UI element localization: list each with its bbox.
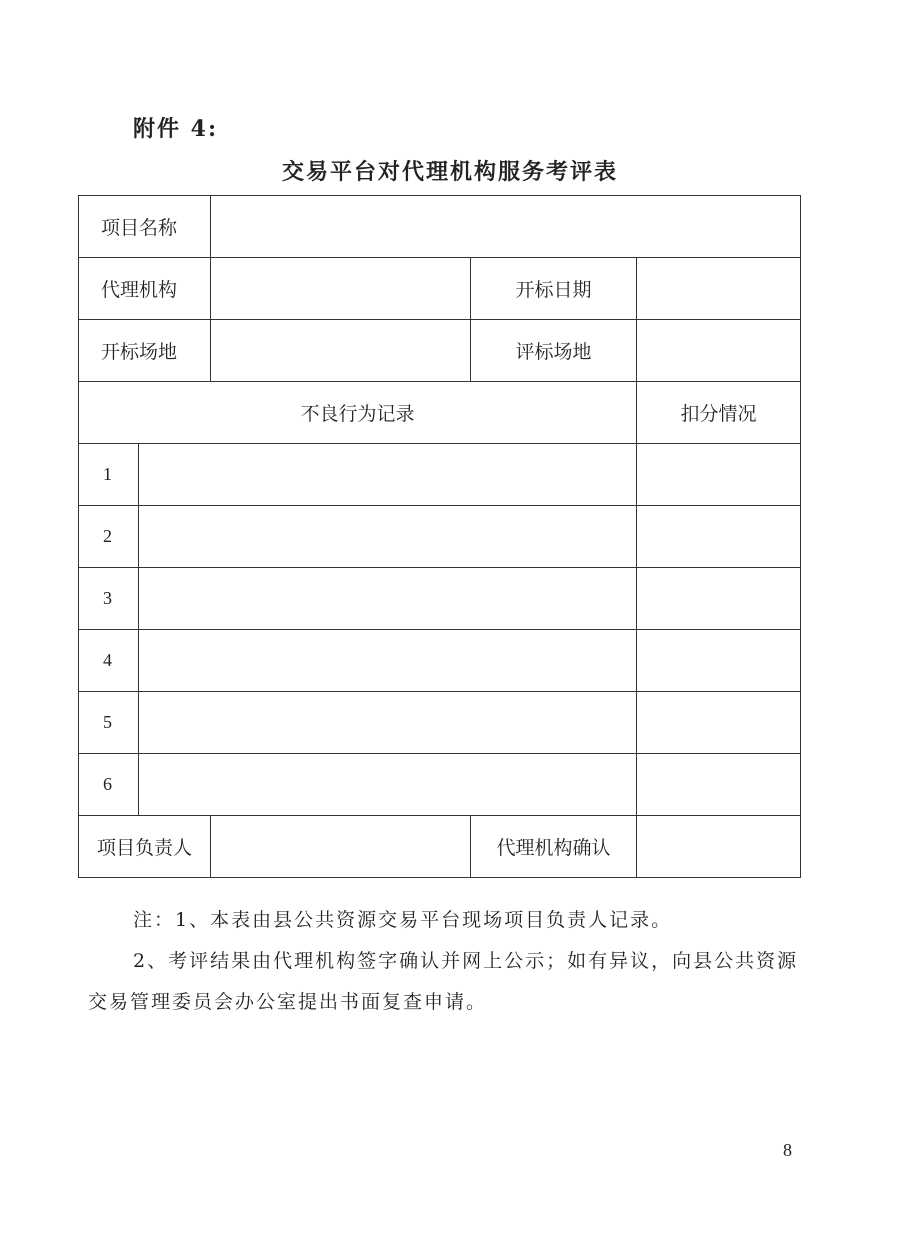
project-manager-label: 项目负责人 (79, 816, 211, 878)
record-field[interactable] (139, 692, 637, 754)
bid-opening-date-label: 开标日期 (471, 258, 637, 320)
record-number: 1 (79, 444, 139, 506)
project-name-label: 项目名称 (79, 196, 211, 258)
record-field[interactable] (139, 506, 637, 568)
record-field[interactable] (139, 568, 637, 630)
deduction-field[interactable] (637, 630, 801, 692)
record-row (79, 444, 801, 506)
record-number: 4 (79, 630, 139, 692)
attachment-label: 附件 4: (133, 116, 219, 142)
deduction-header: 扣分情况 (637, 382, 801, 444)
note-2: 2、考评结果由代理机构签字确认并网上公示；如有异议，向县公共资源交易管理委员会办公室提出书面复查申请。 (88, 950, 799, 1013)
agency-field[interactable] (211, 258, 471, 320)
record-field[interactable] (139, 754, 637, 816)
deduction-field[interactable] (637, 568, 801, 630)
record-field[interactable] (139, 630, 637, 692)
record-row (79, 506, 801, 568)
evaluation-venue-field[interactable] (637, 320, 801, 382)
agency-confirm-field[interactable] (637, 816, 801, 878)
record-row (79, 630, 801, 692)
record-header-row (79, 382, 801, 444)
note-1: 注：1、本表由县公共资源交易平台现场项目负责人记录。 (133, 909, 673, 931)
record-row (79, 754, 801, 816)
record-row (79, 692, 801, 754)
record-row (79, 568, 801, 630)
bid-opening-date-field[interactable] (637, 258, 801, 320)
deduction-field[interactable] (637, 692, 801, 754)
record-number: 3 (79, 568, 139, 630)
deduction-field[interactable] (637, 444, 801, 506)
signature-row (79, 816, 801, 878)
page-number: 8 (783, 1140, 792, 1160)
project-name-row (79, 196, 801, 258)
record-number: 2 (79, 506, 139, 568)
form-title: 交易平台对代理机构服务考评表 (281, 159, 618, 185)
misconduct-header: 不良行为记录 (79, 382, 637, 444)
deduction-field[interactable] (637, 754, 801, 816)
agency-label: 代理机构 (79, 258, 211, 320)
agency-row (79, 258, 801, 320)
project-name-field[interactable] (211, 196, 801, 258)
deduction-field[interactable] (637, 506, 801, 568)
project-manager-field[interactable] (211, 816, 471, 878)
agency-confirm-label: 代理机构确认 (471, 816, 637, 878)
record-field[interactable] (139, 444, 637, 506)
record-number: 5 (79, 692, 139, 754)
bid-opening-venue-label: 开标场地 (79, 320, 211, 382)
evaluation-venue-label: 评标场地 (471, 320, 637, 382)
notes-section (88, 900, 800, 1023)
record-number: 6 (79, 754, 139, 816)
bid-opening-venue-field[interactable] (211, 320, 471, 382)
venue-row (79, 320, 801, 382)
evaluation-table (78, 195, 801, 878)
